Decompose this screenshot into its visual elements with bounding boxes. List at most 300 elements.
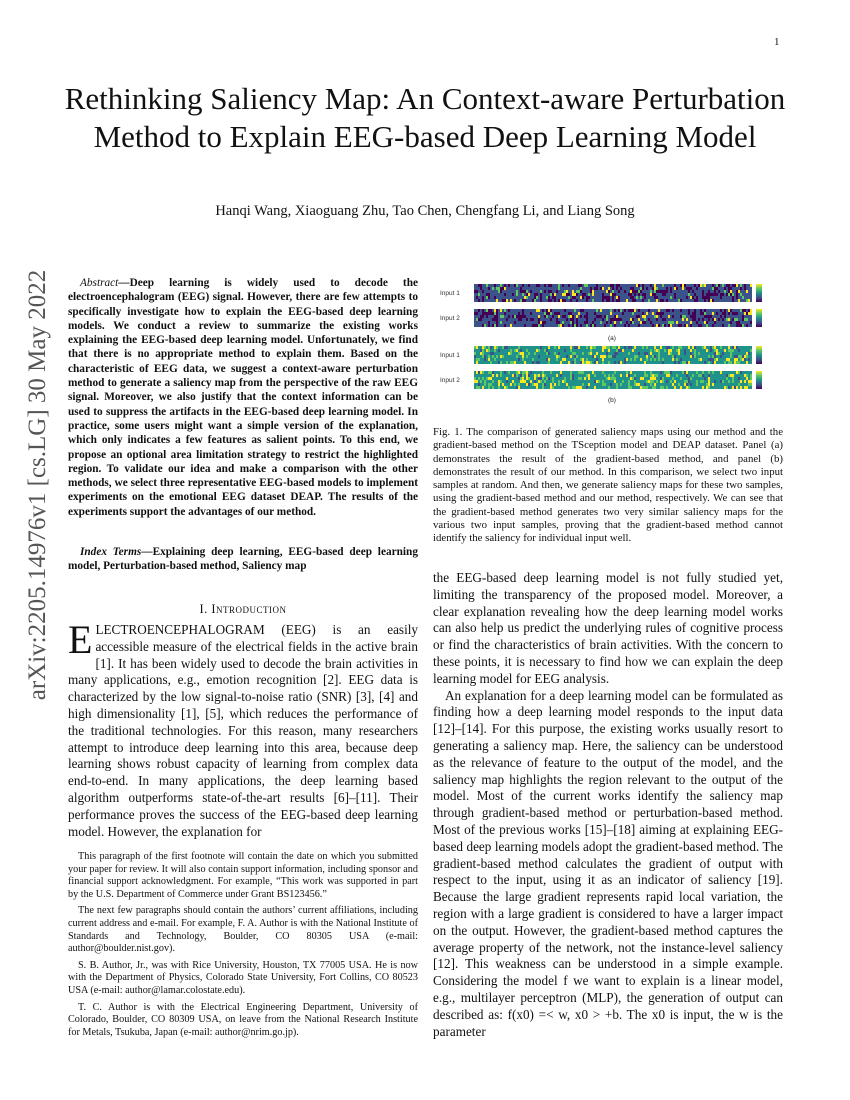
- heatmap-cell: [702, 374, 704, 377]
- heatmap-cell: [652, 287, 654, 290]
- heatmap-cell: [590, 324, 592, 327]
- heatmap-cell: [708, 383, 710, 386]
- heatmap-cell: [718, 352, 720, 355]
- heatmap-cell: [618, 349, 620, 352]
- heatmap-cell: [700, 312, 702, 315]
- heatmap-cell: [722, 324, 724, 327]
- heatmap-cell: [564, 349, 566, 352]
- heatmap-cell: [644, 318, 646, 321]
- heatmap-cell: [492, 355, 494, 358]
- heatmap-cell: [582, 383, 584, 386]
- heatmap-cell: [578, 284, 580, 287]
- heatmap-cell: [646, 346, 648, 349]
- heatmap-cell: [736, 358, 738, 361]
- heatmap-cell: [654, 287, 656, 290]
- heatmap-cell: [488, 324, 490, 327]
- heatmap-cell: [564, 315, 566, 318]
- heatmap-cell: [562, 321, 564, 324]
- heatmap-cell: [620, 374, 622, 377]
- heatmap-cell: [612, 293, 614, 296]
- heatmap-cell: [544, 321, 546, 324]
- heatmap-cell: [650, 321, 652, 324]
- heatmap-cell: [732, 293, 734, 296]
- heatmap-cell: [674, 293, 676, 296]
- heatmap-cell: [668, 324, 670, 327]
- heatmap-cell: [520, 287, 522, 290]
- heatmap-cell: [744, 380, 746, 383]
- heatmap-cell: [662, 318, 664, 321]
- heatmap-cell: [514, 321, 516, 324]
- heatmap-cell: [566, 383, 568, 386]
- heatmap-cell: [562, 293, 564, 296]
- heatmap-cell: [688, 293, 690, 296]
- heatmap-cell: [666, 287, 668, 290]
- heatmap-cell: [596, 358, 598, 361]
- heatmap-cell: [654, 374, 656, 377]
- heatmap-cell: [610, 377, 612, 380]
- heatmap-cell: [686, 374, 688, 377]
- heatmap-cell: [510, 352, 512, 355]
- heatmap-cell: [488, 312, 490, 315]
- heatmap-cell: [690, 377, 692, 380]
- heatmap-cell: [724, 349, 726, 352]
- heatmap-cell: [690, 321, 692, 324]
- heatmap-cell: [548, 352, 550, 355]
- heatmap-cell: [746, 386, 748, 389]
- heatmap-cell: [480, 349, 482, 352]
- heatmap-cell: [560, 371, 562, 374]
- heatmap-cell: [572, 361, 574, 364]
- heatmap-cell: [732, 374, 734, 377]
- heatmap-cell: [568, 312, 570, 315]
- heatmap-cell: [484, 312, 486, 315]
- heatmap-cell: [538, 324, 540, 327]
- heatmap-cell: [658, 358, 660, 361]
- heatmap-cell: [740, 284, 742, 287]
- heatmap-cell: [606, 315, 608, 318]
- heatmap-cell: [482, 349, 484, 352]
- heatmap-cell: [724, 386, 726, 389]
- row-label: Input 1: [440, 290, 460, 297]
- heatmap-cell: [686, 371, 688, 374]
- heatmap-cell: [482, 324, 484, 327]
- heatmap-cell: [612, 290, 614, 293]
- heatmap-cell: [614, 315, 616, 318]
- heatmap-cell: [730, 361, 732, 364]
- heatmap-cell: [730, 290, 732, 293]
- heatmap-cell: [490, 377, 492, 380]
- heatmap-cell: [544, 383, 546, 386]
- heatmap-cell: [606, 318, 608, 321]
- heatmap-cell: [536, 309, 538, 312]
- heatmap-cell: [570, 312, 572, 315]
- heatmap-cell: [602, 296, 604, 299]
- index-terms-text: —Explaining deep learning, EEG-based deep learning model, Perturbation-based method, Saliency map: [68, 546, 418, 573]
- heatmap-cell: [500, 355, 502, 358]
- heatmap-cell: [714, 287, 716, 290]
- heatmap-cell: [746, 290, 748, 293]
- heatmap-cell: [712, 358, 714, 361]
- heatmap-cell: [610, 321, 612, 324]
- heatmap-cell: [650, 380, 652, 383]
- heatmap-cell: [662, 293, 664, 296]
- heatmap-cell: [572, 321, 574, 324]
- author-list: Hanqi Wang, Xiaoguang Zhu, Tao Chen, Chengfang Li, and Liang Song: [215, 203, 635, 219]
- heatmap-cell: [654, 296, 656, 299]
- heatmap-cell: [750, 284, 752, 287]
- heatmap-cell: [668, 349, 670, 352]
- heatmap-cell: [672, 355, 674, 358]
- heatmap-cell: [496, 321, 498, 324]
- abstract: [68, 276, 418, 519]
- heatmap-cell: [704, 361, 706, 364]
- heatmap-cell: [674, 287, 676, 290]
- heatmap-cell: [536, 383, 538, 386]
- heatmap-cell: [736, 371, 738, 374]
- heatmap-cell: [478, 293, 480, 296]
- heatmap-cell: [520, 299, 522, 302]
- heatmap-cell: [732, 349, 734, 352]
- heatmap-cell: [736, 361, 738, 364]
- heatmap-cell: [620, 321, 622, 324]
- heatmap-cell: [508, 371, 510, 374]
- heatmap-cell: [678, 324, 680, 327]
- heatmap-cell: [656, 349, 658, 352]
- heatmap-cell: [580, 371, 582, 374]
- row-label: Input 1: [440, 352, 460, 359]
- heatmap-cell: [568, 293, 570, 296]
- heatmap-cell: [606, 290, 608, 293]
- heatmap-cell: [630, 377, 632, 380]
- heatmap-cell: [608, 386, 610, 389]
- heatmap-cell: [670, 290, 672, 293]
- heatmap-cell: [626, 371, 628, 374]
- heatmap-cell: [666, 309, 668, 312]
- heatmap-cell: [486, 296, 488, 299]
- heatmap-cell: [500, 290, 502, 293]
- heatmap-cell: [524, 371, 526, 374]
- paper-title: Rethinking Saliency Map: An Context-aware Perturbation Method to Explain EEG-based Deep Learning Model: [64, 81, 786, 154]
- heatmap-cell: [670, 321, 672, 324]
- heatmap-cell: [654, 383, 656, 386]
- heatmap-cell: [746, 374, 748, 377]
- heatmap-cell: [642, 299, 644, 302]
- heatmap-cell: [528, 383, 530, 386]
- heatmap-cell: [690, 383, 692, 386]
- heatmap-cell: [590, 346, 592, 349]
- heatmap-cell: [518, 315, 520, 318]
- heatmap-cell: [628, 374, 630, 377]
- heatmap-cell: [650, 371, 652, 374]
- heatmap-cell: [556, 290, 558, 293]
- heatmap-cell: [544, 284, 546, 287]
- heatmap-cell: [650, 377, 652, 380]
- heatmap-cell: [628, 352, 630, 355]
- heatmap-cell: [730, 355, 732, 358]
- heatmap-cell: [492, 386, 494, 389]
- heatmap-cell: [694, 293, 696, 296]
- heatmap-cell: [614, 346, 616, 349]
- heatmap-cell: [690, 324, 692, 327]
- heatmap-cell: [552, 386, 554, 389]
- heatmap-cell: [560, 299, 562, 302]
- heatmap-cell: [480, 380, 482, 383]
- heatmap-cell: [738, 383, 740, 386]
- heatmap-cell: [628, 383, 630, 386]
- heatmap-cell: [488, 358, 490, 361]
- heatmap-cell: [740, 287, 742, 290]
- heatmap-cell: [570, 318, 572, 321]
- heatmap-cell: [582, 293, 584, 296]
- heatmap-cell: [624, 358, 626, 361]
- heatmap-cell: [608, 374, 610, 377]
- heatmap-cell: [650, 383, 652, 386]
- heatmap-cell: [708, 361, 710, 364]
- heatmap-cell: [486, 293, 488, 296]
- heatmap-cell: [718, 318, 720, 321]
- heatmap-cell: [676, 349, 678, 352]
- heatmap-cell: [612, 299, 614, 302]
- heatmap-cell: [686, 383, 688, 386]
- heatmap-cell: [540, 377, 542, 380]
- heatmap-cell: [536, 293, 538, 296]
- heatmap-cell: [640, 321, 642, 324]
- heatmap-cell: [534, 296, 536, 299]
- heatmap-cell: [594, 355, 596, 358]
- heatmap-cell: [746, 312, 748, 315]
- heatmap-cell: [726, 318, 728, 321]
- heatmap-cell: [710, 315, 712, 318]
- heatmap-cell: [648, 299, 650, 302]
- heatmap-cell: [670, 380, 672, 383]
- heatmap-cell: [526, 296, 528, 299]
- heatmap-cell: [488, 383, 490, 386]
- heatmap-cell: [708, 315, 710, 318]
- heatmap-cell: [660, 386, 662, 389]
- heatmap-cell: [488, 309, 490, 312]
- heatmap-cell: [614, 361, 616, 364]
- heatmap-cell: [566, 290, 568, 293]
- heatmap-cell: [654, 290, 656, 293]
- heatmap-cell: [518, 377, 520, 380]
- heatmap-cell: [730, 287, 732, 290]
- heatmap-cell: [480, 284, 482, 287]
- heatmap-cell: [740, 355, 742, 358]
- heatmap-cell: [594, 380, 596, 383]
- heatmap-cell: [740, 371, 742, 374]
- heatmap-cell: [720, 309, 722, 312]
- heatmap-cell: [712, 293, 714, 296]
- heatmap-cell: [684, 380, 686, 383]
- footnote: The next few paragraphs should contain the authors’ current affiliations, including current address and e-mail. For example, F. A. Author is with the National Institute of Standards and Technology, Boulder, CO 80305 USA (e-mail: author@boulder.nist.gov).: [68, 905, 418, 955]
- heatmap-cell: [682, 371, 684, 374]
- heatmap-cell: [490, 346, 492, 349]
- heatmap-cell: [552, 293, 554, 296]
- heatmap-cell: [502, 383, 504, 386]
- heatmap-cell: [660, 312, 662, 315]
- heatmap-cell: [574, 324, 576, 327]
- heatmap-cell: [630, 309, 632, 312]
- heatmap-cell: [702, 318, 704, 321]
- heatmap-cell: [534, 352, 536, 355]
- heatmap-cell: [616, 299, 618, 302]
- heatmap-cell: [616, 296, 618, 299]
- heatmap-cell: [506, 380, 508, 383]
- heatmap-cell: [542, 386, 544, 389]
- heatmap-cell: [724, 287, 726, 290]
- heatmap-cell: [706, 293, 708, 296]
- heatmap-cell: [548, 346, 550, 349]
- heatmap-cell: [734, 312, 736, 315]
- heatmap-cell: [634, 377, 636, 380]
- heatmap-cell: [732, 346, 734, 349]
- heatmap-cell: [634, 290, 636, 293]
- heatmap-cell: [534, 299, 536, 302]
- heatmap-cell: [746, 324, 748, 327]
- heatmap-cell: [560, 361, 562, 364]
- heatmap-cell: [614, 318, 616, 321]
- heatmap-cell: [506, 318, 508, 321]
- heatmap-cell: [500, 309, 502, 312]
- heatmap-cell: [520, 377, 522, 380]
- heatmap-cell: [728, 309, 730, 312]
- heatmap-cell: [668, 371, 670, 374]
- heatmap-cell: [744, 287, 746, 290]
- heatmap-cell: [740, 386, 742, 389]
- heatmap-cell: [650, 352, 652, 355]
- heatmap-cell: [522, 377, 524, 380]
- heatmap-cell: [552, 377, 554, 380]
- heatmap-cell: [620, 318, 622, 321]
- heatmap-cell: [656, 374, 658, 377]
- heatmap-cell: [670, 349, 672, 352]
- heatmap-cell: [750, 383, 752, 386]
- heatmap-cell: [644, 374, 646, 377]
- heatmap-cell: [688, 287, 690, 290]
- heatmap-cell: [578, 312, 580, 315]
- heatmap-cell: [610, 284, 612, 287]
- heatmap-cell: [694, 346, 696, 349]
- heatmap-cell: [642, 386, 644, 389]
- arxiv-id: arXiv:2205.14976v1 [cs.LG] 30 May 2022: [24, 269, 51, 701]
- heatmap-cell: [602, 287, 604, 290]
- heatmap-cell: [642, 321, 644, 324]
- heatmap-cell: [600, 355, 602, 358]
- heatmap-cell: [542, 377, 544, 380]
- heatmap-cell: [572, 324, 574, 327]
- heatmap-cell: [654, 349, 656, 352]
- heatmap-cell: [736, 355, 738, 358]
- heatmap-cell: [604, 346, 606, 349]
- heatmap-cell: [538, 380, 540, 383]
- heatmap-cell: [568, 315, 570, 318]
- heatmap-cell: [500, 321, 502, 324]
- heatmap-cell: [596, 380, 598, 383]
- heatmap-cell: [594, 386, 596, 389]
- heatmap-cell: [516, 293, 518, 296]
- heatmap-cell: [720, 371, 722, 374]
- heatmap-cell: [706, 324, 708, 327]
- heatmap-cell: [482, 299, 484, 302]
- heatmap-cell: [680, 377, 682, 380]
- heatmap-cell: [714, 380, 716, 383]
- heatmap-cell: [574, 296, 576, 299]
- heatmap-cell: [656, 312, 658, 315]
- heatmap-cell: [688, 380, 690, 383]
- heatmap-cell: [654, 386, 656, 389]
- heatmap-cell: [644, 361, 646, 364]
- heatmap-cell: [502, 355, 504, 358]
- heatmap-cell: [518, 318, 520, 321]
- heatmap-cell: [510, 349, 512, 352]
- heatmap-cell: [544, 315, 546, 318]
- heatmap-cell: [528, 293, 530, 296]
- heatmap-cell: [474, 290, 476, 293]
- heatmap-cell: [574, 346, 576, 349]
- heatmap-cell: [572, 293, 574, 296]
- heatmap-cell: [684, 349, 686, 352]
- heatmap-cell: [480, 287, 482, 290]
- heatmap-cell: [604, 296, 606, 299]
- heatmap-cell: [638, 293, 640, 296]
- heatmap-cell: [488, 296, 490, 299]
- paragraph: the EEG-based deep learning model is not fully studied yet, limiting the transparency of the proposed model. Moreover, a clear explanation revealing how the deep learning model works can also help us predict the underlying rules of cognitive process or find the characteristics of brain activities. With the concern to these points, it is necessary to find how we can explain the deep learning model for EEG analysis.: [433, 570, 783, 686]
- heatmap-cell: [744, 284, 746, 287]
- heatmap-cell: [606, 346, 608, 349]
- heatmap-cell: [678, 383, 680, 386]
- heatmap-cell: [702, 386, 704, 389]
- heatmap-cell: [690, 352, 692, 355]
- heatmap-cell: [552, 315, 554, 318]
- heatmap-cell: [706, 315, 708, 318]
- heatmap-cell: [514, 361, 516, 364]
- heatmap-cell: [638, 324, 640, 327]
- heatmap-cell: [556, 358, 558, 361]
- intro-paragraph: [68, 617, 418, 840]
- heatmap-cell: [690, 287, 692, 290]
- heatmap-cell: [622, 380, 624, 383]
- heatmap-cell: [726, 377, 728, 380]
- heatmap-cell: [610, 309, 612, 312]
- heatmap-cell: [710, 293, 712, 296]
- heatmap-cell: [730, 293, 732, 296]
- heatmap-cell: [520, 352, 522, 355]
- index-terms: [68, 545, 418, 574]
- heatmap-cell: [716, 312, 718, 315]
- heatmap-cell: [480, 371, 482, 374]
- heatmap-cell: [726, 293, 728, 296]
- heatmap-cell: [640, 296, 642, 299]
- heatmap-cell: [498, 383, 500, 386]
- heatmap-cell: [722, 293, 724, 296]
- heatmap-cell: [728, 290, 730, 293]
- heatmap-cell: [610, 383, 612, 386]
- heatmap-cell: [506, 377, 508, 380]
- heatmap-cell: [680, 346, 682, 349]
- heatmap-cell: [484, 355, 486, 358]
- heatmap-cell: [718, 290, 720, 293]
- heatmap-cell: [716, 349, 718, 352]
- heatmap-cell: [672, 383, 674, 386]
- heatmap-cell: [728, 386, 730, 389]
- heatmap-cell: [516, 315, 518, 318]
- heatmap-cell: [688, 290, 690, 293]
- heatmap-cell: [664, 290, 666, 293]
- heatmap-cell: [562, 284, 564, 287]
- heatmap-cell: [714, 318, 716, 321]
- heatmap-cell: [478, 318, 480, 321]
- heatmap-cell: [736, 324, 738, 327]
